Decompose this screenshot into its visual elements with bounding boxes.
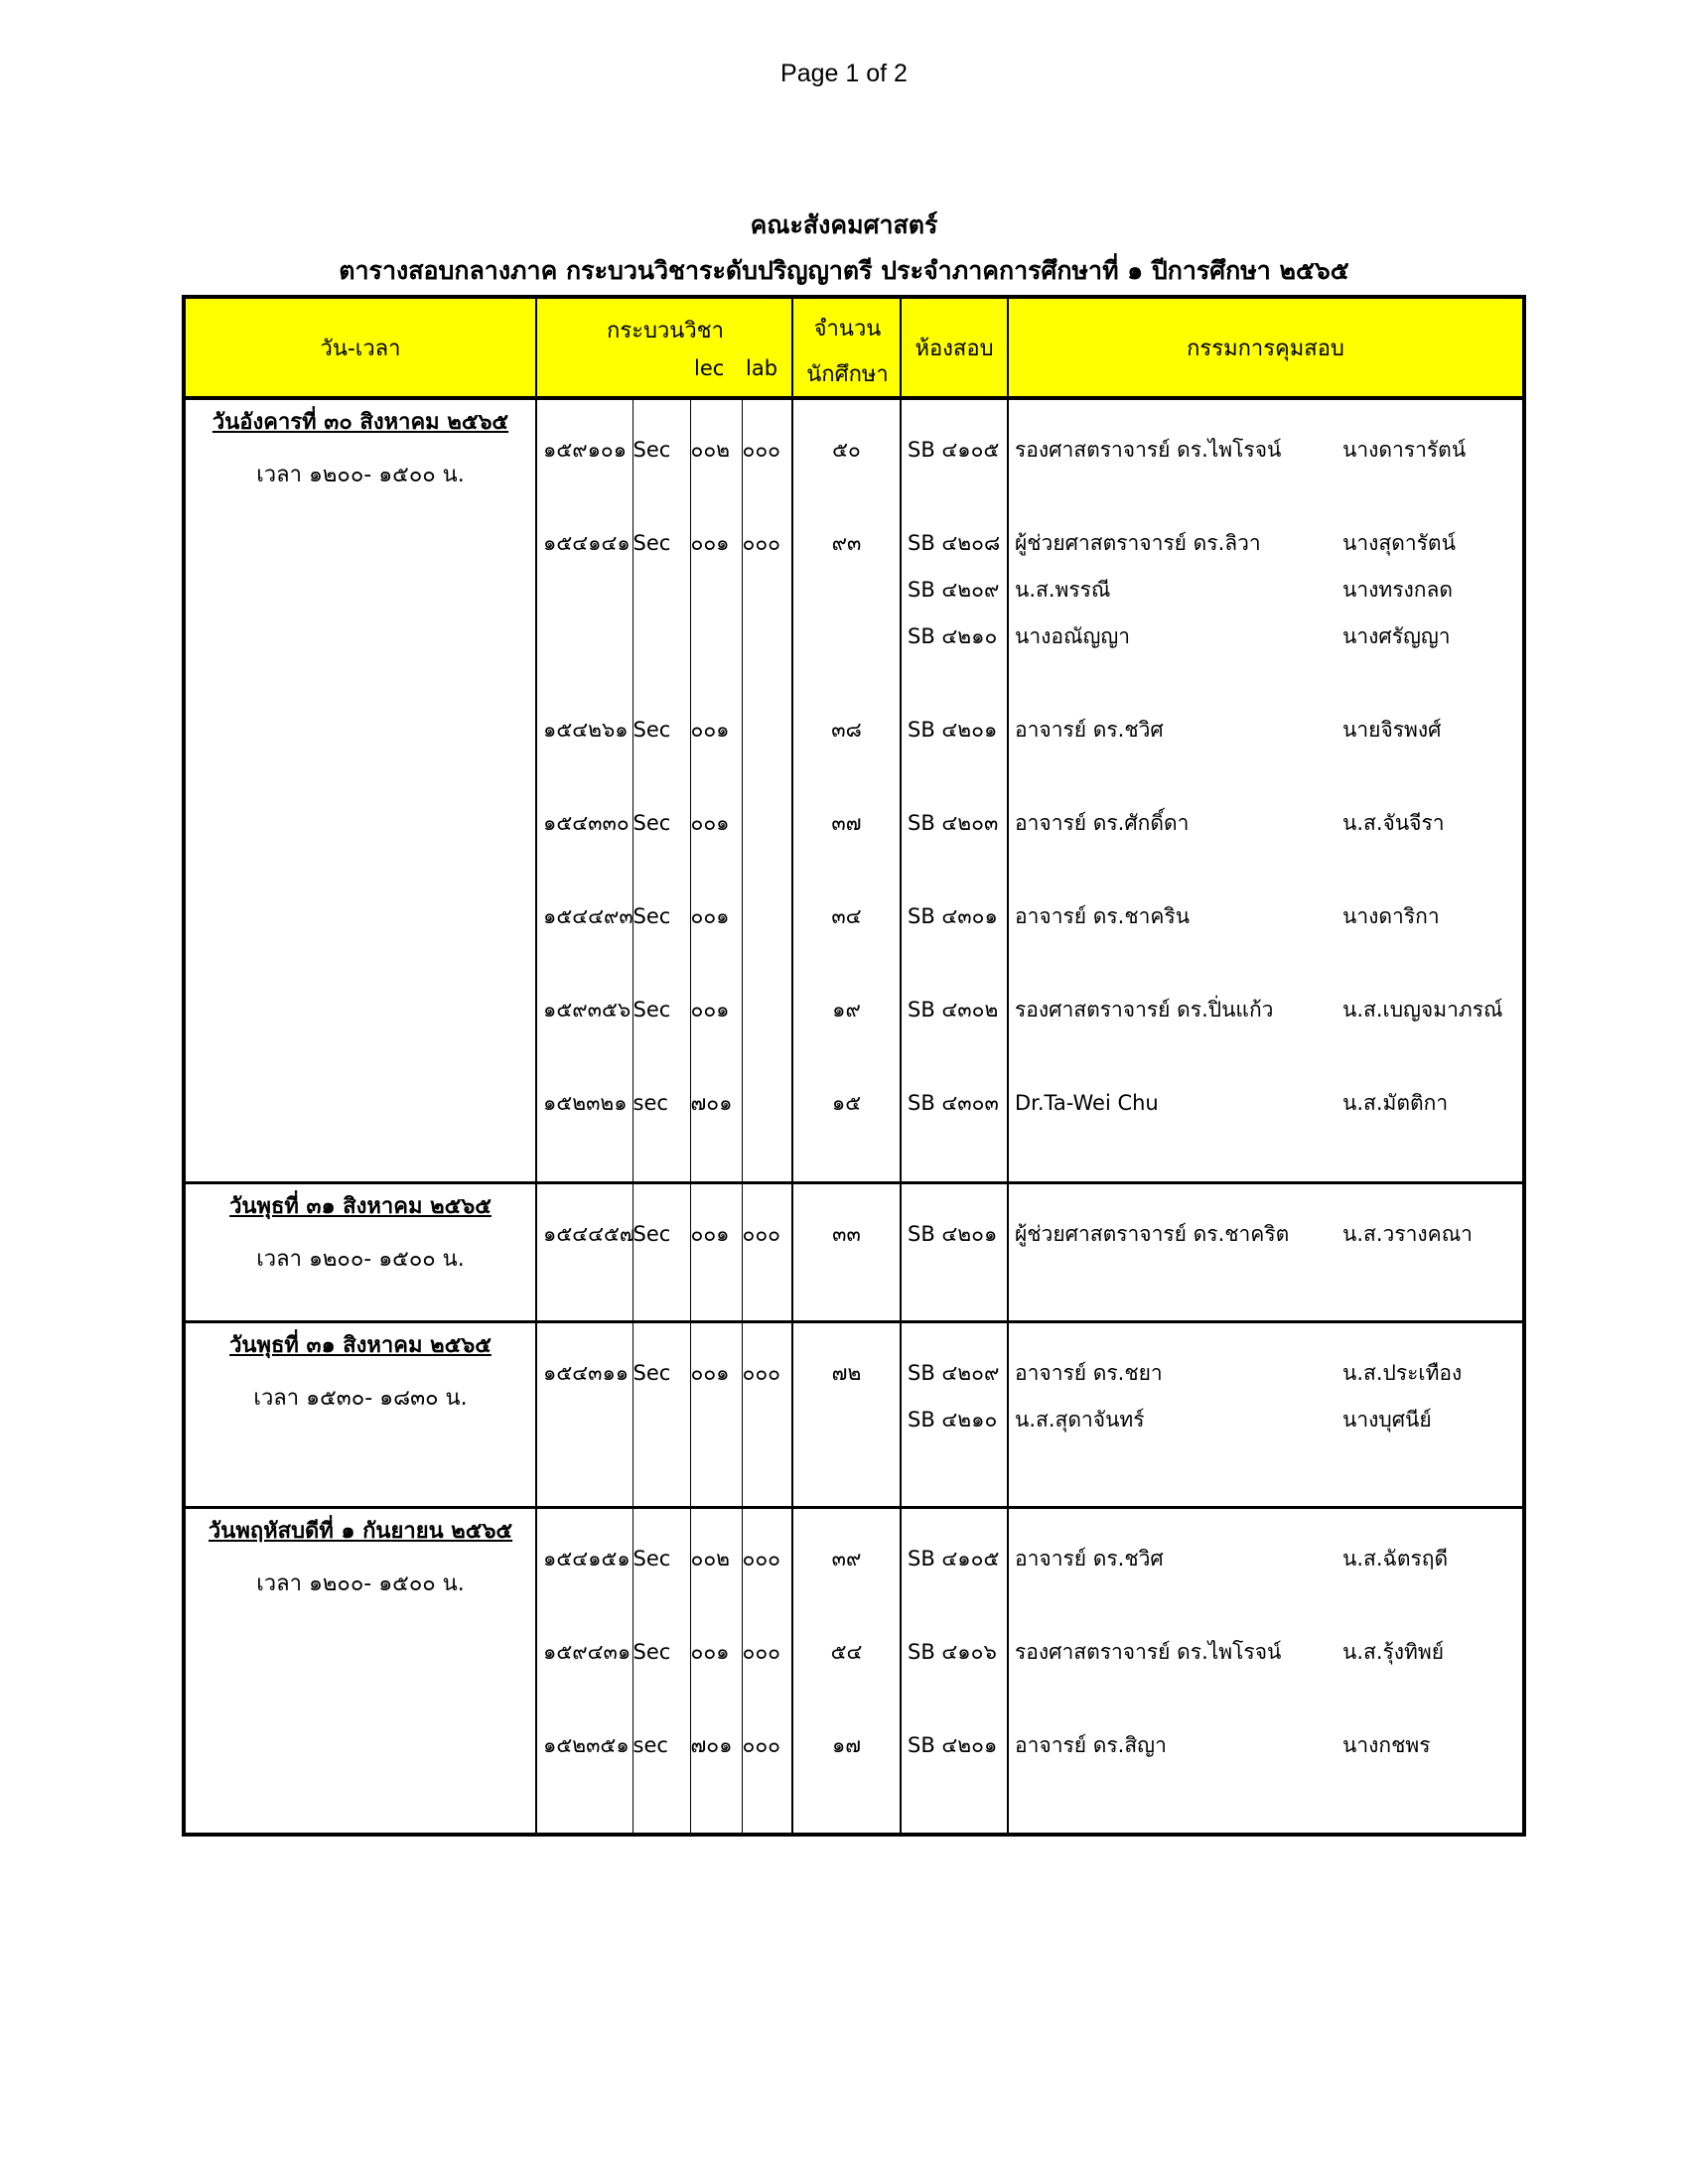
header-proctors: กรรมการคุมสอบ <box>1008 297 1524 398</box>
lab-number-stack <box>743 1509 792 1769</box>
proctor-name: อาจารย์ ดร.ชาคริน <box>1015 904 1191 928</box>
course-code <box>537 660 633 707</box>
proctor-line <box>1009 940 1522 987</box>
lec-number: ๐๐๑ <box>690 811 730 835</box>
lec-number: ๐๐๑ <box>690 1360 730 1385</box>
exam-room-stack <box>902 1323 1007 1443</box>
course-code: ๑๕๔๑๕๑ <box>543 1546 631 1570</box>
exam-room: SB ๔๒๐๙ <box>908 578 1000 602</box>
lab-number-column <box>742 1321 792 1507</box>
lec-number <box>691 1397 742 1443</box>
section-label-column <box>633 398 690 1182</box>
lec-number <box>691 660 742 707</box>
course-code: ๑๕๔๔๕๗ <box>543 1221 635 1246</box>
lec-number-stack <box>691 1323 742 1443</box>
proctor-line <box>1009 1536 1522 1582</box>
staff-name: นางสุดารัตน์ <box>1342 531 1456 555</box>
date-cell <box>184 1182 536 1321</box>
lec-number-stack <box>691 1184 742 1258</box>
proctors-column <box>1008 1321 1524 1507</box>
proctor-line <box>1009 707 1522 753</box>
student-count <box>793 614 900 660</box>
section-label-column <box>633 1321 690 1507</box>
proctor-name: น.ส.พรรณี <box>1015 578 1111 602</box>
section-label-column <box>633 1182 690 1321</box>
course-code <box>537 1033 633 1080</box>
student-count: ๑๗ <box>831 1732 862 1757</box>
proctor-name: อาจารย์ ดร.ชวิศ <box>1015 718 1164 742</box>
section-label <box>633 474 690 520</box>
exam-room <box>902 660 1007 707</box>
student-count: ๑๙ <box>832 998 861 1022</box>
staff-name: นางศรัญญา <box>1342 624 1451 648</box>
exam-time: เวลา ๑๒๐๐- ๑๕๐๐ น. <box>256 1570 465 1596</box>
header-count <box>792 297 901 398</box>
exam-room <box>902 753 1007 800</box>
lec-number-column <box>690 1321 742 1507</box>
lec-number: ๐๐๒ <box>690 1546 730 1570</box>
exam-room-stack <box>902 1509 1007 1769</box>
lab-number-stack <box>743 400 792 1127</box>
lab-number <box>743 1676 792 1722</box>
course-code <box>537 1676 633 1722</box>
lab-number: ๐๐๐ <box>742 1732 780 1757</box>
course-code: ๑๕๒๓๒๑ <box>543 1091 628 1115</box>
proctors-stack <box>1009 1509 1522 1769</box>
course-code: ๑๕๔๓๓๐ <box>543 811 630 835</box>
exam-date: วันพฤหัสบดีที่ ๑ กันยายน ๒๕๖๕ <box>208 1518 513 1544</box>
proctor-line <box>1009 987 1522 1033</box>
lab-number-column <box>742 398 792 1182</box>
exam-room-stack <box>902 400 1007 1127</box>
proctor-name: ผู้ช่วยศาสตราจารย์ ดร.ลิวา <box>1015 531 1261 555</box>
exam-group-row <box>184 1182 1524 1321</box>
lab-number: ๐๐๐ <box>742 1546 780 1570</box>
exam-room-column <box>901 1321 1008 1507</box>
lab-number <box>743 707 792 753</box>
course-code-column <box>536 1182 633 1321</box>
proctor-line <box>1009 1582 1522 1629</box>
header-lec: lec <box>694 356 725 380</box>
lab-number <box>743 1397 792 1443</box>
lab-number-column <box>742 1507 792 1835</box>
exam-room <box>902 1582 1007 1629</box>
exam-room: SB ๔๑๐๕ <box>908 1546 1000 1570</box>
course-code: ๑๕๙๔๓๑ <box>543 1639 632 1664</box>
exam-time: เวลา ๑๒๐๐- ๑๕๐๐ น. <box>256 1246 465 1272</box>
student-count: ๓๗ <box>831 811 862 835</box>
course-code <box>537 567 633 614</box>
section-label: Sec <box>633 811 671 835</box>
student-count: ๕๔ <box>830 1639 863 1664</box>
exam-room: SB ๔๓๐๒ <box>908 998 999 1022</box>
exam-schedule-table <box>182 295 1526 1837</box>
exam-room-column <box>901 1507 1008 1835</box>
proctors-stack <box>1009 400 1522 1127</box>
lec-number <box>691 940 742 987</box>
date-cell <box>184 398 536 1182</box>
proctor-line <box>1009 1033 1522 1080</box>
proctor-line <box>1009 474 1522 520</box>
lec-number <box>691 753 742 800</box>
staff-name: น.ส.ประเทือง <box>1342 1360 1463 1385</box>
lec-number: ๐๐๒ <box>690 438 730 462</box>
student-count <box>793 660 900 707</box>
exam-room: SB ๔๒๑๐ <box>908 624 998 648</box>
lec-number: ๐๐๑ <box>690 1221 730 1246</box>
section-label: Sec <box>633 904 671 928</box>
proctors-column <box>1008 398 1524 1182</box>
student-count-column <box>792 1507 901 1835</box>
lec-number: ๗๐๑ <box>690 1732 733 1757</box>
proctors-column <box>1008 1182 1524 1321</box>
exam-room <box>902 1676 1007 1722</box>
exam-room: SB ๔๓๐๓ <box>908 1091 999 1115</box>
student-count: ๓๙ <box>831 1546 862 1570</box>
lec-number: ๗๐๑ <box>690 1091 733 1115</box>
proctors-column <box>1008 1507 1524 1835</box>
section-label: sec <box>633 1091 668 1115</box>
lab-number <box>743 940 792 987</box>
section-label-stack <box>633 400 690 1127</box>
section-label-stack <box>633 1509 690 1769</box>
student-count <box>793 753 900 800</box>
lab-number <box>743 753 792 800</box>
lab-number <box>743 660 792 707</box>
section-label-stack <box>633 1323 690 1443</box>
section-label: Sec <box>633 998 671 1022</box>
student-count: ๑๕ <box>831 1091 862 1115</box>
staff-name: น.ส.ฉัตรฤดี <box>1342 1546 1449 1570</box>
course-code: ๑๕๔๓๑๑ <box>543 1360 630 1385</box>
exam-date: วันอังคารที่ ๓๐ สิงหาคม ๒๕๖๕ <box>211 410 509 435</box>
exam-time: เวลา ๑๕๓๐- ๑๘๓๐ น. <box>253 1385 468 1411</box>
exam-room: SB ๔๒๐๑ <box>908 1221 998 1246</box>
lec-number <box>691 1582 742 1629</box>
student-count-stack <box>793 1184 900 1258</box>
lab-number-stack <box>743 1184 792 1258</box>
date-cell <box>184 1321 536 1507</box>
exam-room: SB ๔๒๐๓ <box>908 811 999 835</box>
exam-room: SB ๔๑๐๖ <box>908 1639 997 1664</box>
student-count-column <box>792 398 901 1182</box>
section-label <box>633 847 690 893</box>
student-count <box>793 567 900 614</box>
proctor-name: Dr.Ta-Wei Chu <box>1015 1091 1159 1115</box>
student-count-stack <box>793 1509 900 1769</box>
lec-number-column <box>690 1182 742 1321</box>
header-room: ห้องสอบ <box>901 297 1008 398</box>
exam-room: SB ๔๒๐๙ <box>908 1360 1000 1385</box>
lab-number: ๐๐๐ <box>742 438 780 462</box>
staff-name: น.ส.มัตติกา <box>1342 1091 1449 1115</box>
student-count <box>793 1582 900 1629</box>
section-label <box>633 614 690 660</box>
lab-number <box>743 1080 792 1127</box>
lab-number <box>743 1033 792 1080</box>
page-label: Page 1 of 2 <box>780 60 908 87</box>
header-date-time: วัน-เวลา <box>184 297 536 398</box>
staff-name: น.ส.เบญจมาภรณ์ <box>1342 998 1503 1022</box>
proctor-name: รองศาสตราจารย์ ดร.ไพโรจน์ <box>1015 1639 1282 1664</box>
header-course-label: กระบวนวิชา <box>607 319 724 343</box>
lab-number: ๐๐๐ <box>742 531 780 555</box>
lab-number-stack <box>743 1323 792 1443</box>
proctor-name: ผู้ช่วยศาสตราจารย์ ดร.ชาคริต <box>1015 1221 1290 1246</box>
section-label <box>633 1397 690 1443</box>
lec-number <box>691 474 742 520</box>
exam-room: SB ๔๒๐๑ <box>908 718 998 742</box>
staff-name: นางบุศนีย์ <box>1342 1407 1432 1432</box>
staff-name: นางดารารัตน์ <box>1342 438 1467 462</box>
header-lab: lab <box>746 356 778 380</box>
exam-group-row <box>184 1507 1524 1835</box>
proctor-line <box>1009 1676 1522 1722</box>
course-code <box>537 847 633 893</box>
student-count: ๓๘ <box>831 718 862 742</box>
course-code <box>537 614 633 660</box>
section-label <box>633 1033 690 1080</box>
proctor-name: อาจารย์ ดร.สิญา <box>1015 1732 1167 1757</box>
lec-number <box>691 1033 742 1080</box>
student-count: ๗๒ <box>831 1360 862 1385</box>
lab-number: ๐๐๐ <box>742 1639 780 1664</box>
staff-name: นางทรงกลด <box>1342 578 1453 602</box>
exam-room: SB ๔๒๐๑ <box>908 1732 998 1757</box>
staff-name: น.ส.วรางคณา <box>1342 1221 1473 1246</box>
staff-name: นายจิรพงศ์ <box>1342 718 1442 742</box>
lab-number: ๐๐๐ <box>742 1360 780 1385</box>
section-label: Sec <box>633 1221 671 1246</box>
student-count <box>793 1033 900 1080</box>
proctor-name: รองศาสตราจารย์ ดร.ปิ่นแก้ว <box>1015 998 1274 1022</box>
staff-name: น.ส.รุ้งทิพย์ <box>1342 1639 1445 1664</box>
date-cell <box>184 1507 536 1835</box>
course-code: ๑๕๔๒๖๑ <box>543 718 629 742</box>
course-code-column <box>536 1321 633 1507</box>
proctor-line <box>1009 800 1522 847</box>
lab-number <box>743 800 792 847</box>
course-code-stack <box>537 1509 633 1769</box>
faculty-title: คณะสังคมศาสตร์ <box>750 210 938 239</box>
exam-room <box>902 474 1007 520</box>
section-label: Sec <box>633 1546 671 1570</box>
lec-number <box>691 614 742 660</box>
student-count: ๕๐ <box>832 438 861 462</box>
proctor-name: อาจารย์ ดร.ชยา <box>1015 1360 1163 1385</box>
course-code <box>537 474 633 520</box>
lec-number <box>691 567 742 614</box>
exam-time: เวลา ๑๒๐๐- ๑๕๐๐ น. <box>256 463 465 487</box>
proctor-line <box>1009 847 1522 893</box>
table-header <box>184 297 1524 398</box>
student-count: ๙๓ <box>831 531 862 555</box>
schedule-title: ตารางสอบกลางภาค กระบวนวิชาระดับปริญญาตรี ประจำภาคการศึกษาที่ ๑ ปีการศึกษา ๒๕๖๕ <box>339 256 1349 285</box>
student-count-stack <box>793 400 900 1127</box>
proctor-name: อาจารย์ ดร.ศักดิ์ดา <box>1015 811 1190 835</box>
lab-number <box>743 847 792 893</box>
lab-number <box>743 987 792 1033</box>
course-code: ๑๕๔๔๙๓ <box>543 904 633 928</box>
header-count-line2: นักศึกษา <box>806 362 889 387</box>
student-count: ๓๔ <box>831 904 862 928</box>
student-count <box>793 940 900 987</box>
lec-number <box>691 847 742 893</box>
course-code-column <box>536 1507 633 1835</box>
staff-name: น.ส.จันจีรา <box>1342 811 1445 835</box>
course-code: ๑๕๔๑๔๑ <box>543 531 631 555</box>
course-code-column <box>536 398 633 1182</box>
section-label: Sec <box>633 1360 671 1385</box>
exam-room: SB ๔๒๑๐ <box>908 1407 998 1432</box>
course-code: ๑๕๒๓๕๑ <box>543 1732 630 1757</box>
section-label-column <box>633 1507 690 1835</box>
section-label <box>633 1582 690 1629</box>
lec-number: ๐๐๑ <box>690 904 730 928</box>
exam-room: SB ๔๓๐๑ <box>908 904 998 928</box>
student-count <box>793 1676 900 1722</box>
lab-number: ๐๐๐ <box>742 1221 780 1246</box>
header-course <box>536 297 792 398</box>
proctor-name: น.ส.สุดาจันทร์ <box>1015 1407 1145 1432</box>
section-label <box>633 567 690 614</box>
section-label <box>633 660 690 707</box>
exam-room-stack <box>902 1184 1007 1258</box>
header-count-line1: จำนวน <box>813 317 882 341</box>
section-label: Sec <box>633 1639 671 1664</box>
exam-room-column <box>901 1182 1008 1321</box>
proctor-name: รองศาสตราจารย์ ดร.ไพโรจน์ <box>1015 438 1282 462</box>
lec-number: ๐๐๑ <box>690 531 730 555</box>
staff-name: นางดาริกา <box>1342 904 1440 928</box>
section-label: Sec <box>633 718 671 742</box>
student-count <box>793 1397 900 1443</box>
course-code <box>537 940 633 987</box>
student-count: ๓๓ <box>832 1221 861 1246</box>
proctor-line <box>1009 1397 1522 1443</box>
section-label: Sec <box>633 531 671 555</box>
proctor-line <box>1009 1350 1522 1397</box>
section-label <box>633 753 690 800</box>
section-label <box>633 1676 690 1722</box>
section-label: Sec <box>633 438 671 462</box>
lec-number: ๐๐๑ <box>690 998 730 1022</box>
proctor-name: อาจารย์ ดร.ชวิศ <box>1015 1546 1164 1570</box>
exam-room-column <box>901 398 1008 1182</box>
exam-date: วันพุธที่ ๓๑ สิงหาคม ๒๕๖๕ <box>229 1193 492 1219</box>
proctor-line <box>1009 1211 1522 1258</box>
proctors-stack <box>1009 1323 1522 1443</box>
lab-number <box>743 474 792 520</box>
staff-name: นางกชพร <box>1342 1732 1431 1757</box>
lec-number: ๐๐๑ <box>690 1639 730 1664</box>
exam-date: วันพุธที่ ๓๑ สิงหาคม ๒๕๖๕ <box>229 1332 492 1358</box>
section-label-stack <box>633 1184 690 1258</box>
course-code-stack <box>537 1184 633 1258</box>
exam-group-row <box>184 1321 1524 1507</box>
course-code-stack <box>537 400 633 1127</box>
section-label: sec <box>633 1732 668 1757</box>
proctor-line <box>1009 614 1522 660</box>
exam-room: SB ๔๒๐๘ <box>908 531 1001 555</box>
proctor-line <box>1009 1722 1522 1769</box>
proctor-name: นางอณัญญา <box>1015 624 1131 648</box>
section-label <box>633 940 690 987</box>
proctor-line <box>1009 427 1522 474</box>
proctor-line <box>1009 567 1522 614</box>
lab-number-column <box>742 1182 792 1321</box>
proctor-line <box>1009 1080 1522 1127</box>
student-count-column <box>792 1182 901 1321</box>
proctors-stack <box>1009 1184 1522 1258</box>
proctor-line <box>1009 660 1522 707</box>
course-code: ๑๕๙๓๕๖ <box>543 998 632 1022</box>
exam-room <box>902 847 1007 893</box>
course-code <box>537 753 633 800</box>
lab-number <box>743 614 792 660</box>
exam-room: SB ๔๑๐๕ <box>908 438 1000 462</box>
exam-room <box>902 940 1007 987</box>
course-code: ๑๕๙๑๐๑ <box>543 438 628 462</box>
student-count-column <box>792 1321 901 1507</box>
lab-number <box>743 893 792 940</box>
lab-number <box>743 567 792 614</box>
proctor-line <box>1009 753 1522 800</box>
course-code <box>537 1397 633 1443</box>
course-code <box>537 1582 633 1629</box>
proctor-line <box>1009 520 1522 567</box>
lec-number <box>691 1676 742 1722</box>
lec-number-stack <box>691 1509 742 1769</box>
lab-number <box>743 1582 792 1629</box>
proctor-line <box>1009 1629 1522 1676</box>
lec-number-column <box>690 398 742 1182</box>
lec-number-stack <box>691 400 742 1127</box>
student-count <box>793 847 900 893</box>
lec-number-column <box>690 1507 742 1835</box>
proctor-line <box>1009 893 1522 940</box>
lec-number: ๐๐๑ <box>690 718 730 742</box>
exam-group-row <box>184 398 1524 1182</box>
student-count <box>793 474 900 520</box>
student-count-stack <box>793 1323 900 1443</box>
course-code-stack <box>537 1323 633 1443</box>
exam-room <box>902 1033 1007 1080</box>
